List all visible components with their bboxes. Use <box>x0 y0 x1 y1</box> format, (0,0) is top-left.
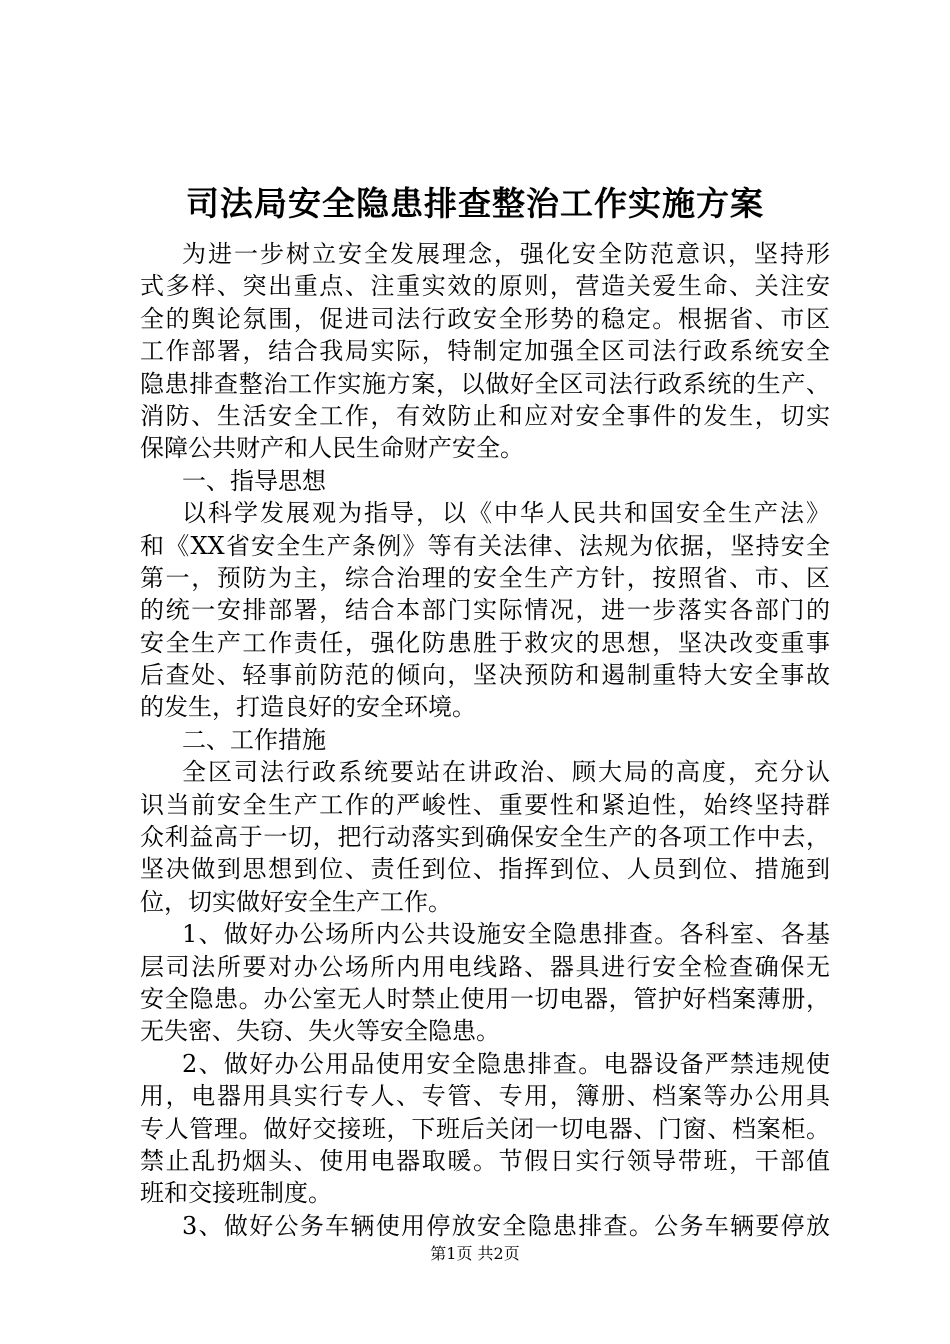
body-line: 为进一步树立安全发展理念，强化安全防范意识，坚持形 <box>182 240 830 268</box>
body-line: 安全生产工作责任，强化防患胜于救灾的思想，坚决改变重事 <box>140 628 830 657</box>
body-line: 隐患排查整治工作实施方案，以做好全区司法行政系统的生产、 <box>140 369 830 398</box>
body-line: 二、工作措施 <box>182 725 326 754</box>
body-line: 安全隐患。办公室无人时禁止使用一切电器，管护好档案薄册， <box>140 984 830 1013</box>
body-line: 用，电器用具实行专人、专管、专用，簿册、档案等办公用具 <box>140 1082 830 1111</box>
body-line: 消防、生活安全工作，有效防止和应对安全事件的发生，切实 <box>140 401 830 430</box>
body-line: 专人管理。做好交接班，下班后关闭一切电器、门窗、档案柜。 <box>140 1114 830 1143</box>
body-line: 2、做好办公用品使用安全隐患排查。电器设备严禁违规使 <box>182 1049 830 1078</box>
body-line: 和《XX省安全生产条例》等有关法律、法规为依据，坚持安全 <box>140 531 830 560</box>
body-line: 无失密、失窃、失火等安全隐患。 <box>140 1017 500 1046</box>
body-line: 全的舆论氛围，促进司法行政安全形势的稳定。根据省、市区 <box>140 304 830 333</box>
body-line: 的发生，打造良好的安全环境。 <box>140 693 476 722</box>
body-line: 式多样、突出重点、注重实效的原则，营造关爱生命、关注安 <box>140 272 830 301</box>
body-line: 班和交接班制度。 <box>140 1179 332 1208</box>
body-line: 层司法所要对办公场所内用电线路、器具进行安全检查确保无 <box>140 952 830 981</box>
page-footer: 第1页 共2页 <box>430 1244 520 1263</box>
body-line: 识当前安全生产工作的严峻性、重要性和紧迫性，始终坚持群 <box>140 790 830 819</box>
body-line: 以科学发展观为指导，以《中华人民共和国安全生产法》 <box>182 499 830 528</box>
body-line: 后查处、轻事前防范的倾向，坚决预防和遏制重特大安全事故 <box>140 661 830 690</box>
body-line: 禁止乱扔烟头、使用电器取暖。节假日实行领导带班，干部值 <box>140 1146 830 1175</box>
body-line: 3、做好公务车辆使用停放安全隐患排查。公务车辆要停放 <box>182 1211 830 1240</box>
document-body <box>140 238 830 1242</box>
body-line: 一、指导思想 <box>182 466 326 495</box>
body-line: 众利益高于一切，把行动落实到确保安全生产的各项工作中去， <box>140 823 830 852</box>
body-line: 工作部署，结合我局实际，特制定加强全区司法行政系统安全 <box>140 337 830 366</box>
body-line: 位，切实做好安全生产工作。 <box>140 887 452 916</box>
body-line: 第一，预防为主，综合治理的安全生产方针，按照省、市、区 <box>140 563 830 592</box>
document-title: 司法局安全隐患排查整治工作实施方案 <box>186 184 764 223</box>
body-line: 坚决做到思想到位、责任到位、指挥到位、人员到位、措施到 <box>140 855 830 884</box>
body-line: 保障公共财产和人民生命财产安全。 <box>140 434 524 463</box>
body-line: 全区司法行政系统要站在讲政治、顾大局的高度，充分认 <box>182 758 830 787</box>
body-line: 的统一安排部署，结合本部门实际情况，进一步落实各部门的 <box>140 596 830 625</box>
body-line: 1、做好办公场所内公共设施安全隐患排查。各科室、各基 <box>182 920 830 949</box>
